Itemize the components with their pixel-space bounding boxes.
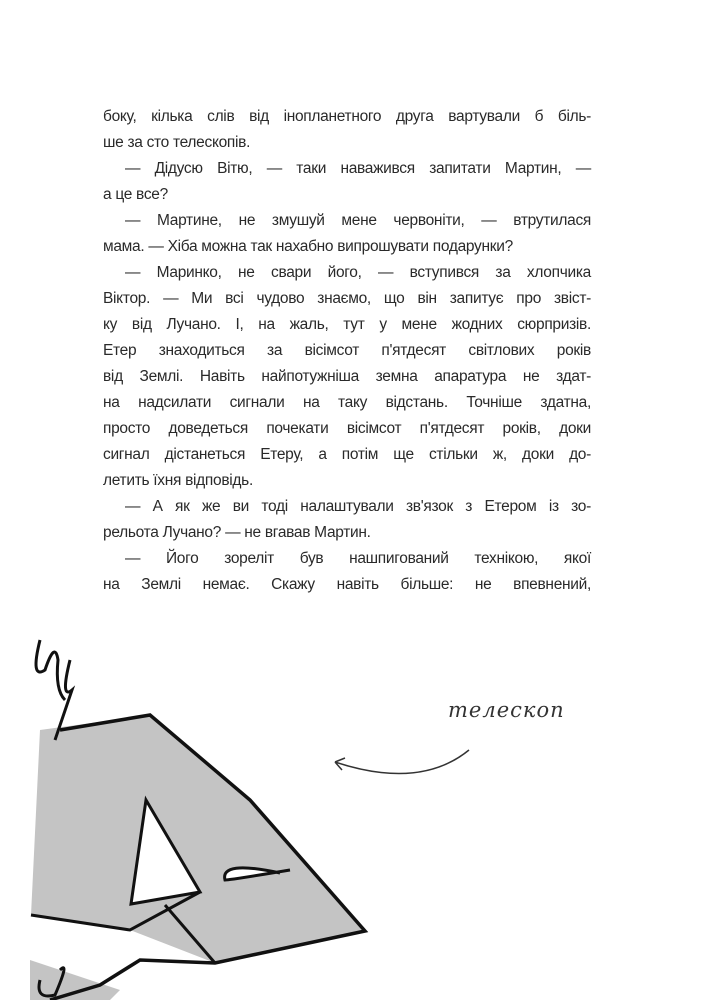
text-line: мама. — Хіба можна так нахабно випрошувати подарунки? [103,238,513,255]
illustration-caption: телескоп [448,698,565,722]
text-line: на надсилати сигнали на таку відстань. Точніше здатна, [103,394,591,411]
text-line: ку від Лучано. І, на жаль, тут у мене жодних сюрпризів. [103,316,591,333]
text-line: просто доведеться почекати вісімсот п'ятдесят років, доки [103,420,591,437]
text-line: — Дідусю Вітю, — таки наважився запитати Мартин, — [125,160,591,177]
text-line: — А як же ви тоді налаштували зв'язок з Етером із зо- [125,498,591,515]
text-line: летить їхня відповідь. [103,472,253,489]
text-line: рельота Лучано? — не вгавав Мартин. [103,524,371,541]
arrow-icon [335,750,469,774]
text-line: — Його зореліт був нашпигований технікою, якої [125,550,591,567]
text-line: — Маринко, не свари його, — вступився за хлопчика [125,264,591,281]
text-line: боку, кілька слів від інопланетного друга вартували б біль- [103,108,591,125]
text-line: — Мартине, не змушуй мене червоніти, — втрутилася [125,212,591,229]
text-line: ше за сто телескопів. [103,134,251,151]
text-line: на Землі немає. Скажу навіть більше: не впевнений, [103,576,591,593]
text-line: сигнал дістанеться Етеру, а потім ще стільки ж, доки до- [103,446,591,463]
body-text [103,104,591,598]
text-line: а це все? [103,186,168,203]
text-line: від Землі. Навіть найпотужніша земна апаратура не здат- [103,368,591,385]
text-line: Віктор. — Ми всі чудово знаємо, що він запитує про звіст- [103,290,591,307]
hand-drawn-figure [30,640,365,1000]
telescope-illustration [0,600,600,1000]
text-line: Етер знаходиться за вісімсот п'ятдесят світлових років [103,342,591,359]
